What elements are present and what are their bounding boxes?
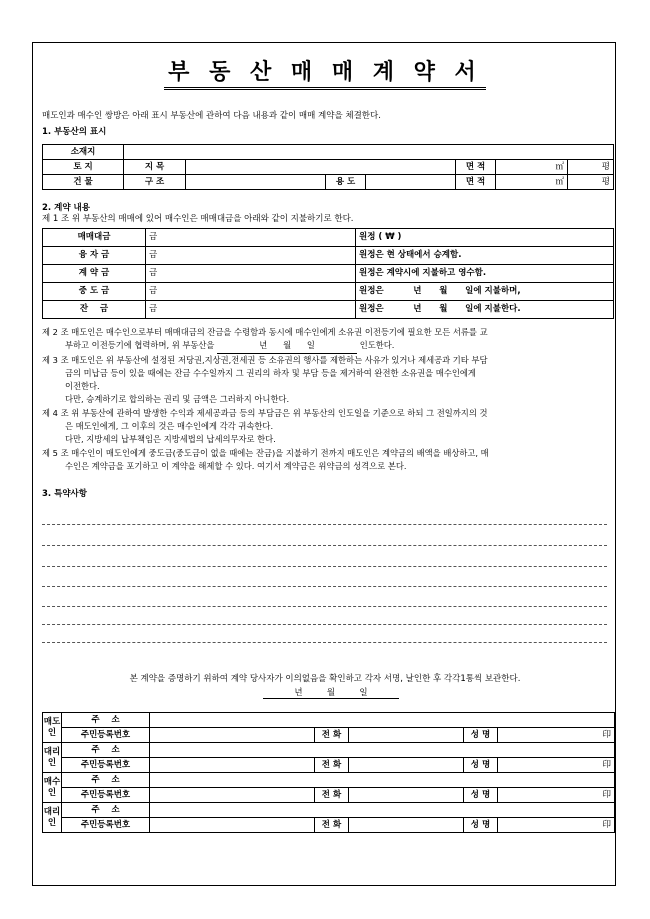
property-table — [42, 144, 614, 190]
parties-table — [42, 712, 615, 833]
section1-heading: 1. 부동산의 표시 — [42, 127, 107, 137]
special-terms-line[interactable] — [42, 606, 607, 607]
article5-line: 수인은 계약금을 포기하고 이 계약을 해제할 수 있다. 여기서 계약금은 위약금의 성격으로 본다. — [65, 460, 407, 471]
id-number-label: 주민등록번호 — [62, 818, 150, 833]
seller-agent-label: 대리인 — [43, 743, 62, 773]
id-number-label: 주민등록번호 — [62, 788, 150, 803]
land-area-label: 면 적 — [456, 160, 496, 175]
article3-line: 다만, 승계하기로 합의하는 권리 및 금액은 그러하지 아니한다. — [65, 394, 290, 405]
special-terms-line[interactable] — [42, 566, 607, 567]
seller-agent-id-field[interactable] — [150, 758, 315, 773]
article2-text: 인도한다. — [359, 340, 395, 351]
contract-date-field[interactable]: 년 월 일 — [263, 686, 399, 699]
use-label: 용 도 — [326, 175, 366, 190]
seller-phone-field[interactable] — [349, 728, 464, 743]
address-label: 주 소 — [62, 803, 150, 818]
buyer-id-field[interactable] — [150, 788, 315, 803]
special-terms-line[interactable] — [42, 545, 607, 546]
payment-label: 융 자 금 — [43, 247, 146, 265]
payment-table — [42, 228, 614, 319]
payment-note: 원정은 년 월 일에 지불하며, — [356, 283, 614, 301]
id-number-label: 주민등록번호 — [62, 728, 150, 743]
name-label: 성 명 — [464, 728, 498, 743]
structure-value[interactable] — [186, 175, 326, 190]
special-terms-line[interactable] — [42, 642, 607, 643]
buyer-agent-phone-field[interactable] — [349, 818, 464, 833]
handover-date-field[interactable]: 년 월 일 — [217, 339, 357, 353]
name-label: 성 명 — [464, 818, 498, 833]
phone-label: 전 화 — [315, 758, 349, 773]
address-label: 주 소 — [62, 713, 150, 728]
seller-id-field[interactable] — [150, 728, 315, 743]
payment-label: 중 도 금 — [43, 283, 146, 301]
document-title: 부 동 산 매 매 계 약 서 — [0, 55, 650, 90]
payment-amount[interactable]: 금 — [146, 265, 356, 283]
payment-label: 매매대금 — [43, 229, 146, 247]
intro-text: 매도인과 매수인 쌍방은 아래 표시 부동산에 관하여 다음 내용과 같이 매매 계약을 체결한다. — [42, 111, 381, 121]
seller-seal[interactable]: 印 — [498, 728, 615, 743]
article3-line: 이전한다. — [65, 381, 100, 392]
location-label: 소재지 — [43, 145, 124, 160]
land-area-pyeong[interactable]: 평 — [568, 160, 614, 175]
payment-note: 원정 ( ₩ ) — [356, 229, 614, 247]
seller-label: 매도인 — [43, 713, 62, 743]
land-area-sqm[interactable]: ㎡ — [496, 160, 568, 175]
land-label: 토 지 — [43, 160, 124, 175]
name-label: 성 명 — [464, 788, 498, 803]
article4-line: 다만, 지방세의 납부책임은 지방세법의 납세의무자로 한다. — [65, 434, 276, 445]
address-label: 주 소 — [62, 773, 150, 788]
article3-line: 금의 미납금 등이 있을 때에는 잔금 수수일까지 그 권리의 하자 및 부담 등을 제거하여 완전한 소유권을 매수인에게 — [65, 367, 476, 378]
buyer-agent-seal[interactable]: 印 — [498, 818, 615, 833]
phone-label: 전 화 — [315, 728, 349, 743]
phone-label: 전 화 — [315, 788, 349, 803]
seller-agent-address-field[interactable] — [150, 743, 615, 758]
article5-line: 제 5 조 매수인이 매도인에게 중도금(중도금이 없을 때에는 잔금)을 지불하기 전까지 매도인은 계약금의 배액을 배상하고, 매 — [42, 447, 489, 458]
buyer-agent-id-field[interactable] — [150, 818, 315, 833]
structure-label: 구 조 — [124, 175, 186, 190]
id-number-label: 주민등록번호 — [62, 758, 150, 773]
use-value[interactable] — [366, 175, 456, 190]
buyer-agent-label: 대리인 — [43, 803, 62, 833]
seller-address-field[interactable] — [150, 713, 615, 728]
payment-label: 잔 금 — [43, 301, 146, 319]
land-category-label: 지 목 — [124, 160, 186, 175]
article3-line: 제 3 조 매도인은 위 부동산에 설정된 저당권,지상권,전세권 등 소유권의 행사를 제한하는 사유가 있거나 제세공과 기타 부담 — [42, 354, 488, 365]
articles-block — [42, 326, 617, 473]
payment-amount[interactable]: 금 — [146, 247, 356, 265]
seller-agent-phone-field[interactable] — [349, 758, 464, 773]
payment-amount[interactable]: 금 — [146, 283, 356, 301]
name-label: 성 명 — [464, 758, 498, 773]
article2-line: 제 2 조 매도인은 매수인으로부터 매매대금의 잔금을 수령함과 동시에 매수인에게 소유권 이전등기에 필요한 모든 서류를 교 — [42, 327, 488, 337]
payment-note: 원정은 현 상태에서 승계함. — [356, 247, 614, 265]
article2-line — [42, 339, 617, 353]
buyer-seal[interactable]: 印 — [498, 788, 615, 803]
building-area-pyeong[interactable]: 평 — [568, 175, 614, 190]
payment-amount[interactable]: 금 — [146, 301, 356, 319]
seller-agent-seal[interactable]: 印 — [498, 758, 615, 773]
land-category-value[interactable] — [186, 160, 456, 175]
building-label: 건 물 — [43, 175, 124, 190]
buyer-label: 매수인 — [43, 773, 62, 803]
location-value[interactable] — [124, 145, 614, 160]
special-terms-line[interactable] — [42, 524, 607, 525]
article1-text: 제 1 조 위 부동산의 매매에 있어 매수인은 매매대금을 아래와 같이 지불하기로 한다. — [42, 214, 354, 224]
closing-text: 본 계약을 증명하기 위하여 계약 당사자가 이의없음을 확인하고 각자 서명, 날인한 후 각각1통씩 보관한다. — [129, 674, 521, 684]
payment-note: 원정은 계약시에 지불하고 영수함. — [356, 265, 614, 283]
phone-label: 전 화 — [315, 818, 349, 833]
buyer-address-field[interactable] — [150, 773, 615, 788]
special-terms-line[interactable] — [42, 624, 607, 625]
article2-text: 부하고 이전등기에 협력하며, 위 부동산을 — [65, 340, 215, 351]
buyer-phone-field[interactable] — [349, 788, 464, 803]
article4-line: 제 4 조 위 부동산에 관하여 발생한 수익과 제세공과금 등의 부담금은 위 부동산의 인도일을 기준으로 하되 그 전일까지의 것 — [42, 407, 488, 418]
building-area-sqm[interactable]: ㎡ — [496, 175, 568, 190]
special-terms-line[interactable] — [42, 586, 607, 587]
payment-note: 원정은 년 월 일에 지불한다. — [356, 301, 614, 319]
article4-line: 은 매도인에게, 그 이후의 것은 매수인에게 각각 귀속한다. — [65, 421, 274, 432]
building-area-label: 면 적 — [456, 175, 496, 190]
address-label: 주 소 — [62, 743, 150, 758]
buyer-agent-address-field[interactable] — [150, 803, 615, 818]
section3-heading: 3. 특약사항 — [42, 489, 87, 499]
payment-label: 계 약 금 — [43, 265, 146, 283]
section2-heading: 2. 계약 내용 — [42, 203, 90, 213]
payment-amount[interactable]: 금 — [146, 229, 356, 247]
